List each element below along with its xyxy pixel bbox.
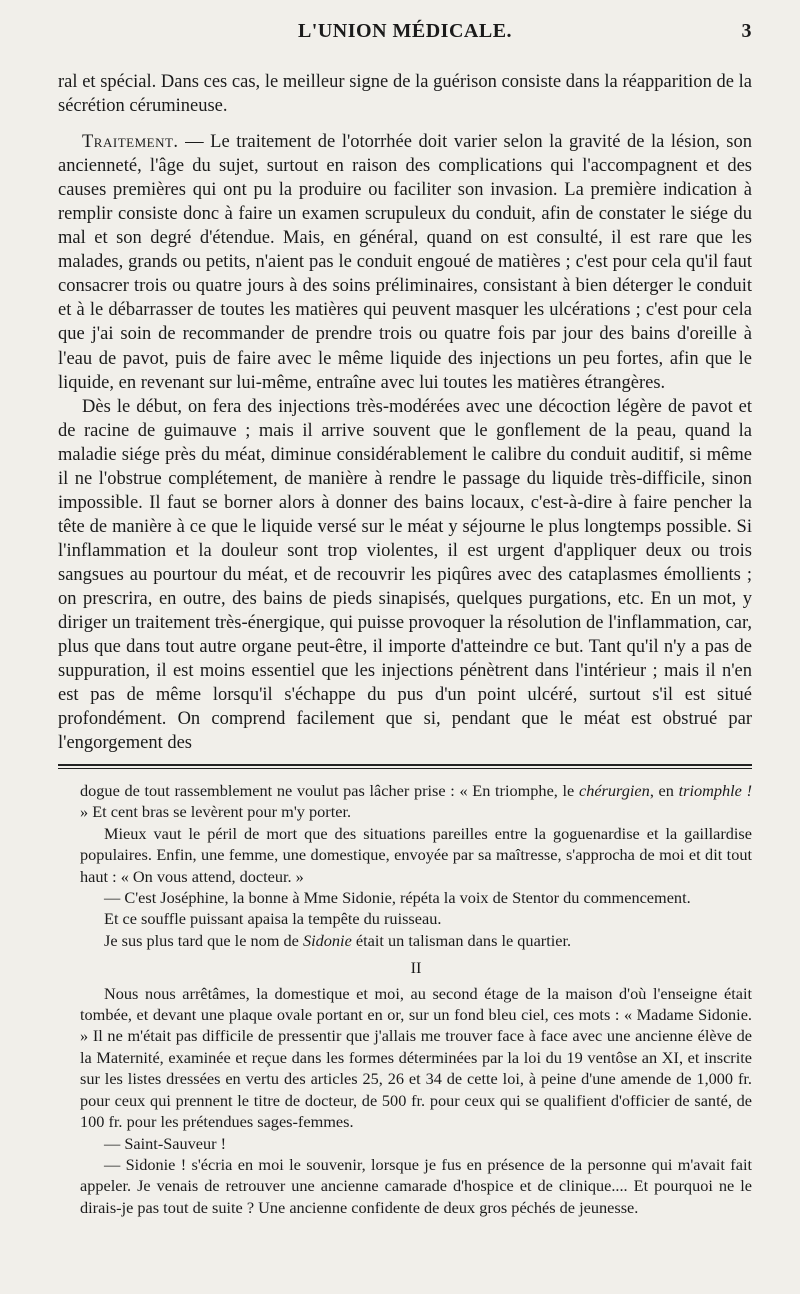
paragraph-traitement-text: — Le traitement de l'otorrhée doit varier selon la gravité de la lésion, son ancienneté, l'âge du sujet, surtout en raison des complications qui l'accompagnent et des causes premières qui ont pu la produire ou faciliter son invasion. La première indication à remplir consiste donc à faire un examen scrupuleux du conduit, afin de constater le siége du mal et son degré d'étendue. Mais, en général, quand on est consulté, il est rare que les malades, grands ou petits, n'aient pas le conduit engoué de matières ; c'est pour cela qu'il faut consacrer trois ou quatre jours à des soins préliminaires, consistant à bien déterger le conduit et à le débarrasser de toutes les matières qui peuvent masquer les ulcérations ; c'est pour cela que j'ai soin de recommander de prendre trois ou quatre fois par jour des bains d'oreille à l'eau de pavot, puis de faire avec le même liquide des injections un peu fortes, afin que le liquide, en revenant sur lui-même, entraîne avec lui toutes les matières étrangères. [58, 132, 752, 393]
feuilleton-italic: chérurgien [578, 781, 650, 800]
paragraph-continuation: ral et spécial. Dans ces cas, le meilleur signe de la guérison consiste dans la réapparition de la sécrétion cérumineuse. [58, 72, 752, 117]
page [58, 0, 752, 1294]
feuilleton-paragraph [80, 780, 752, 823]
section-label-traitement: Traitement. [82, 132, 179, 153]
feuilleton-text: Je sus plus tard que le nom de [104, 930, 303, 950]
paragraph-injections: Dès le début, on fera des injections très-modérées avec une décoction légère de pavot et de racine de guimauve ; mais il arrive souvent que le gonflement de la peau, quand la maladie siége près du méat, diminue considérablement le calibre du conduit auditif, si même il ne l'obstrue complétement, de manière à rendre le passage du liquide très-difficile, sinon impossible. Il faut se borner alors à donner des bains locaux, c'est-à-dire à faire pencher la tête de manière à ce que le liquide versé sur le méat y séjourne le plus longtemps possible. Si l'inflammation et la douleur sont trop violentes, il est urgent d'appliquer deux ou trois sangsues au pourtour du méat, et de recouvrir les piqûres avec des cataplasmes émollients ; on prescrira, en outre, des bains de pieds sinapisés, quelques purgations, etc. En un mot, y diriger un traitement très-énergique, qui puisse provoquer la résolution de l'inflammation, car, plus que dans tout autre organe peut-être, il importe d'atteindre ce but. Tant qu'il n'y a pas de suppuration, il est moins essentiel que les injections pénètrent dans l'intérieur ; mais il n'en est pas de même lorsqu'il s'échappe du pus d'un point ulcéré, surtout s'il est situé profondément. On comprend facilement que si, pendant que le méat est obstrué par l'engorgement des [58, 396, 752, 754]
feuilleton-text: dogue de tout rassemblement ne voulut pas lâcher prise : « En triomphe, le [80, 781, 579, 800]
feuilleton-text: était un talisman dans le quartier. [351, 930, 572, 950]
article-body [58, 70, 752, 755]
feuilleton-paragraph: Nous nous arrêtâmes, la domestique et moi, au second étage de la maison d'où l'enseigne était tombée, et devant une plaque ovale portant en or, sur un fond bleu ciel, ces mots : « Madame Sidonie. » Il ne m'était pas difficile de pressentir que j'allais me trouver face à face avec une ancienne élève de la Maternité, examinée et reçue dans les formes déterminées par la loi du 19 ventôse an XI, et inscrite sur les listes dressées en vertu des articles 25, 26 et 34 de cette loi, à peine d'une amende de 1,000 fr. pour ceux qui prennent le titre de docteur, de 500 fr. pour ceux qui se qualifient d'officier de santé, de 100 fr. pour les prétendues sages-femmes. [80, 983, 752, 1132]
page-header [58, 20, 752, 50]
journal-title: L'UNION MÉDICALE. [297, 20, 513, 42]
feuilleton-paragraph: Mieux vaut le péril de mort que des situations pareilles entre la goguenardise et la gaillardise populaires. Enfin, une femme, une domestique, envoyée par sa maîtresse, s'approcha de moi et dit tout haut : « On vous attend, docteur. » [80, 823, 752, 886]
feuilleton-divider [58, 764, 752, 769]
feuilleton-paragraph: — C'est Joséphine, la bonne à Mme Sidonie, répéta la voix de Stentor du commencement. [104, 888, 691, 908]
feuilleton-text: , en [649, 781, 679, 800]
feuilleton-paragraph: — Saint-Sauveur ! [104, 1133, 227, 1153]
feuilleton-paragraph: Et ce souffle puissant apaisa la tempête du ruisseau. [104, 909, 442, 929]
page-number: 3 [741, 20, 752, 42]
feuilleton-section [80, 780, 752, 1218]
feuilleton-paragraph: — Sidonie ! s'écria en moi le souvenir, lorsque je fus en présence de la personne qui m'avait fait appeler. Je venais de retrouver une ancienne camarade d'hospice et de clinique.... Et pourquoi ne le dirais-je pas tout de suite ? Une ancienne confidente de deux gros péchés de jeunesse. [80, 1154, 752, 1217]
feuilleton-paragraph [80, 930, 752, 951]
feuilleton-italic: triomphle ! [678, 781, 752, 800]
section-number: II [410, 958, 422, 978]
feuilleton-italic: Sidonie [302, 930, 352, 950]
paragraph-traitement [58, 130, 752, 395]
feuilleton-text: » Et cent bras se levèrent pour m'y porter. [80, 802, 352, 822]
